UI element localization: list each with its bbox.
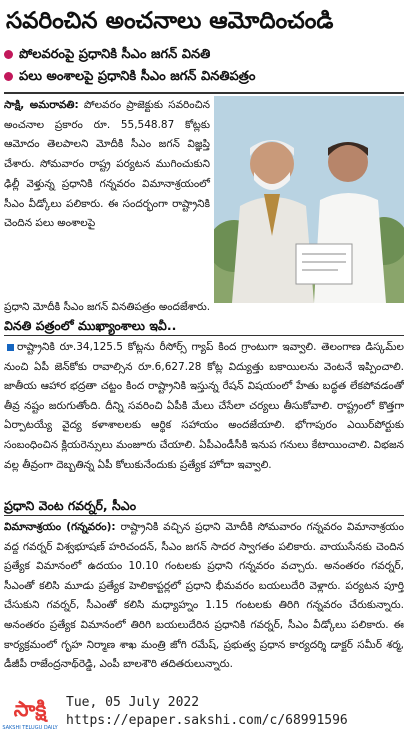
intro-continued: ప్రధాని మోదీకి సీఎం జగన్ వినతిపత్రం అందజేశారు. (4, 301, 211, 313)
divider (4, 92, 404, 94)
publish-date: Tue, 05 July 2022 (66, 695, 200, 710)
headline: సవరించిన అంచనాలు ఆమోదించండి (6, 8, 334, 34)
news-photo (214, 96, 404, 303)
section-1-text: రాష్ట్రానికి రూ.34,125.5 కోట్లను రీసోర్స్ గ్యాప్ కింద గ్రాంటుగా ఇవ్వాలి. తెలంగాణ డిస్కమ్‌ల నుంచి ఏపీ జెన్‌కోకు రావాల్సిన రూ.6,627.28 కోట్ల విద్యుత్తు బకాయిలను వెంటనే ఇప్పించాలి. జాతీయ ఆహార భద్రతా చట్టం కింద రాష్ట్రానికి ఇస్తున్న రేషన్ విషయంలో హేతు బద్ధత లేకపోవడంతో తీవ్ర నష్టం జరుగుతోంది. దీన్ని సవరించి ఏపీకి మేలు చేసేలా చర్యలు తీసుకోవాలి. రాష్ట్రంలో కొత్తగా ఏర్పాటయ్యే వైద్య కళాశాలలకు ఆర్థిక సహాయం అందజేయాలి. భోగాపురం ఎయిర్‌పోర్టుకు సంబంధించిన క్లియరెన్సులు మంజూరు చేయాలి. ఏపీఎండీసీకి ఇనుప గనులు కేటాయించాలి. విభజన వల్ల తీవ్రంగా దెబ్బతిన్న ఏపీ కోలుకునేందుకు ప్రత్యేక హోదా ఇవ్వాలి. (4, 341, 404, 471)
intro-text: పోలవరం ప్రాజెక్టుకు సవరించిన అంచనాల ప్రకారం రూ. 55,548.87 కోట్లకు ఆమోదం తెలపాలని మోదీకి సీఎం జగన్ విజ్ఞప్తి చేశారు. సోమవారం రాష్ట్ర పర్యటన ముగించుకుని ఢిల్లీ వెళ్తున్న ప్రధానికి గన్నవరం విమానాశ్రయంలో సీఎం వీడ్కోలు పలికారు. ఈ సందర్భంగా రాష్ట్రానికి చెందిన పలు అంశాలపై (4, 99, 210, 230)
subhead-2-text: పలు అంశాలపై ప్రధానికి సీఎం జగన్ వినతిపత్రం (19, 69, 256, 84)
section-1-body (4, 338, 404, 492)
section-2-body (4, 518, 404, 690)
section-1-title: వినతి పత్రంలో ముఖ్యాంశాలు ఇవీ.. (4, 318, 177, 333)
article-intro (4, 96, 210, 234)
bullet-icon (4, 50, 13, 59)
logo-subtitle: SAKSHI TELUGU DAILY (2, 725, 58, 731)
section-2-text: రాష్ట్రానికి వచ్చిన ప్రధాని మోదీకి సోమవారం గన్నవరం విమానాశ్రయం వద్ద గవర్నర్ విశ్వభూషణ్ హరిచందన్, సీఎం జగన్ సాదర స్వాగతం పలికారు. వాయుసేనకు చెందిన ప్రత్యేక విమానంలో ఉదయం 10.10 గంటలకు ప్రధాని గన్నవరం వచ్చారు. అనంతరం గవర్నర్, సీఎంతో కలిసి మూడు ప్రత్యేక హెలికాప్టర్లలో ప్రధాని భీమవరం బయలుదేరి వెళ్లారు. పర్యటన పూర్తి చేసుకుని గవర్నర్, సీఎంతో కలిసి మధ్యాహ్నం 1.15 గంటలకు తిరిగి గన్నవరం చేరుకున్నారు. అనంతరం ప్రత్యేక విమానంలో తిరిగి బయలుదేరిన ప్రధానికి గవర్నర్, సీఎం వీడ్కోలు పలికారు. ఈ కార్యక్రమంలో గృహ నిర్మాణ శాఖ మంత్రి జోగి రమేష్, ప్రభుత్వ ప్రధాన కార్యదర్శి డాక్టర్ సమీర్ శర్మ, డీజీపీ రాజేంద్రనాథ్‌రెడ్డి, ఎంపీ బాలశౌరి తదితరులున్నారు. (4, 521, 404, 671)
subhead-1 (4, 44, 404, 68)
logo-word: సాక్షి (13, 697, 47, 721)
square-bullet-icon (7, 344, 14, 351)
dateline: సాక్షి, అమరావతి: (4, 99, 79, 111)
divider (4, 335, 404, 336)
subhead-1-text: పోలవరంపై ప్రధానికి సీఎం జగన్ వినతి (19, 47, 211, 62)
photo-illustration (214, 96, 404, 303)
section-2-title: ప్రధాని వెంట గవర్నర్, సీఎం (4, 498, 137, 513)
sakshi-logo (2, 694, 58, 734)
epaper-link[interactable]: https://epaper.sakshi.com/c/68991596 (66, 713, 348, 728)
bullet-icon (4, 72, 13, 81)
divider (4, 515, 404, 516)
footer (0, 690, 409, 737)
subhead-2 (4, 66, 404, 90)
section-2-dateline: విమానాశ్రయం (గన్నవరం): (4, 521, 116, 533)
